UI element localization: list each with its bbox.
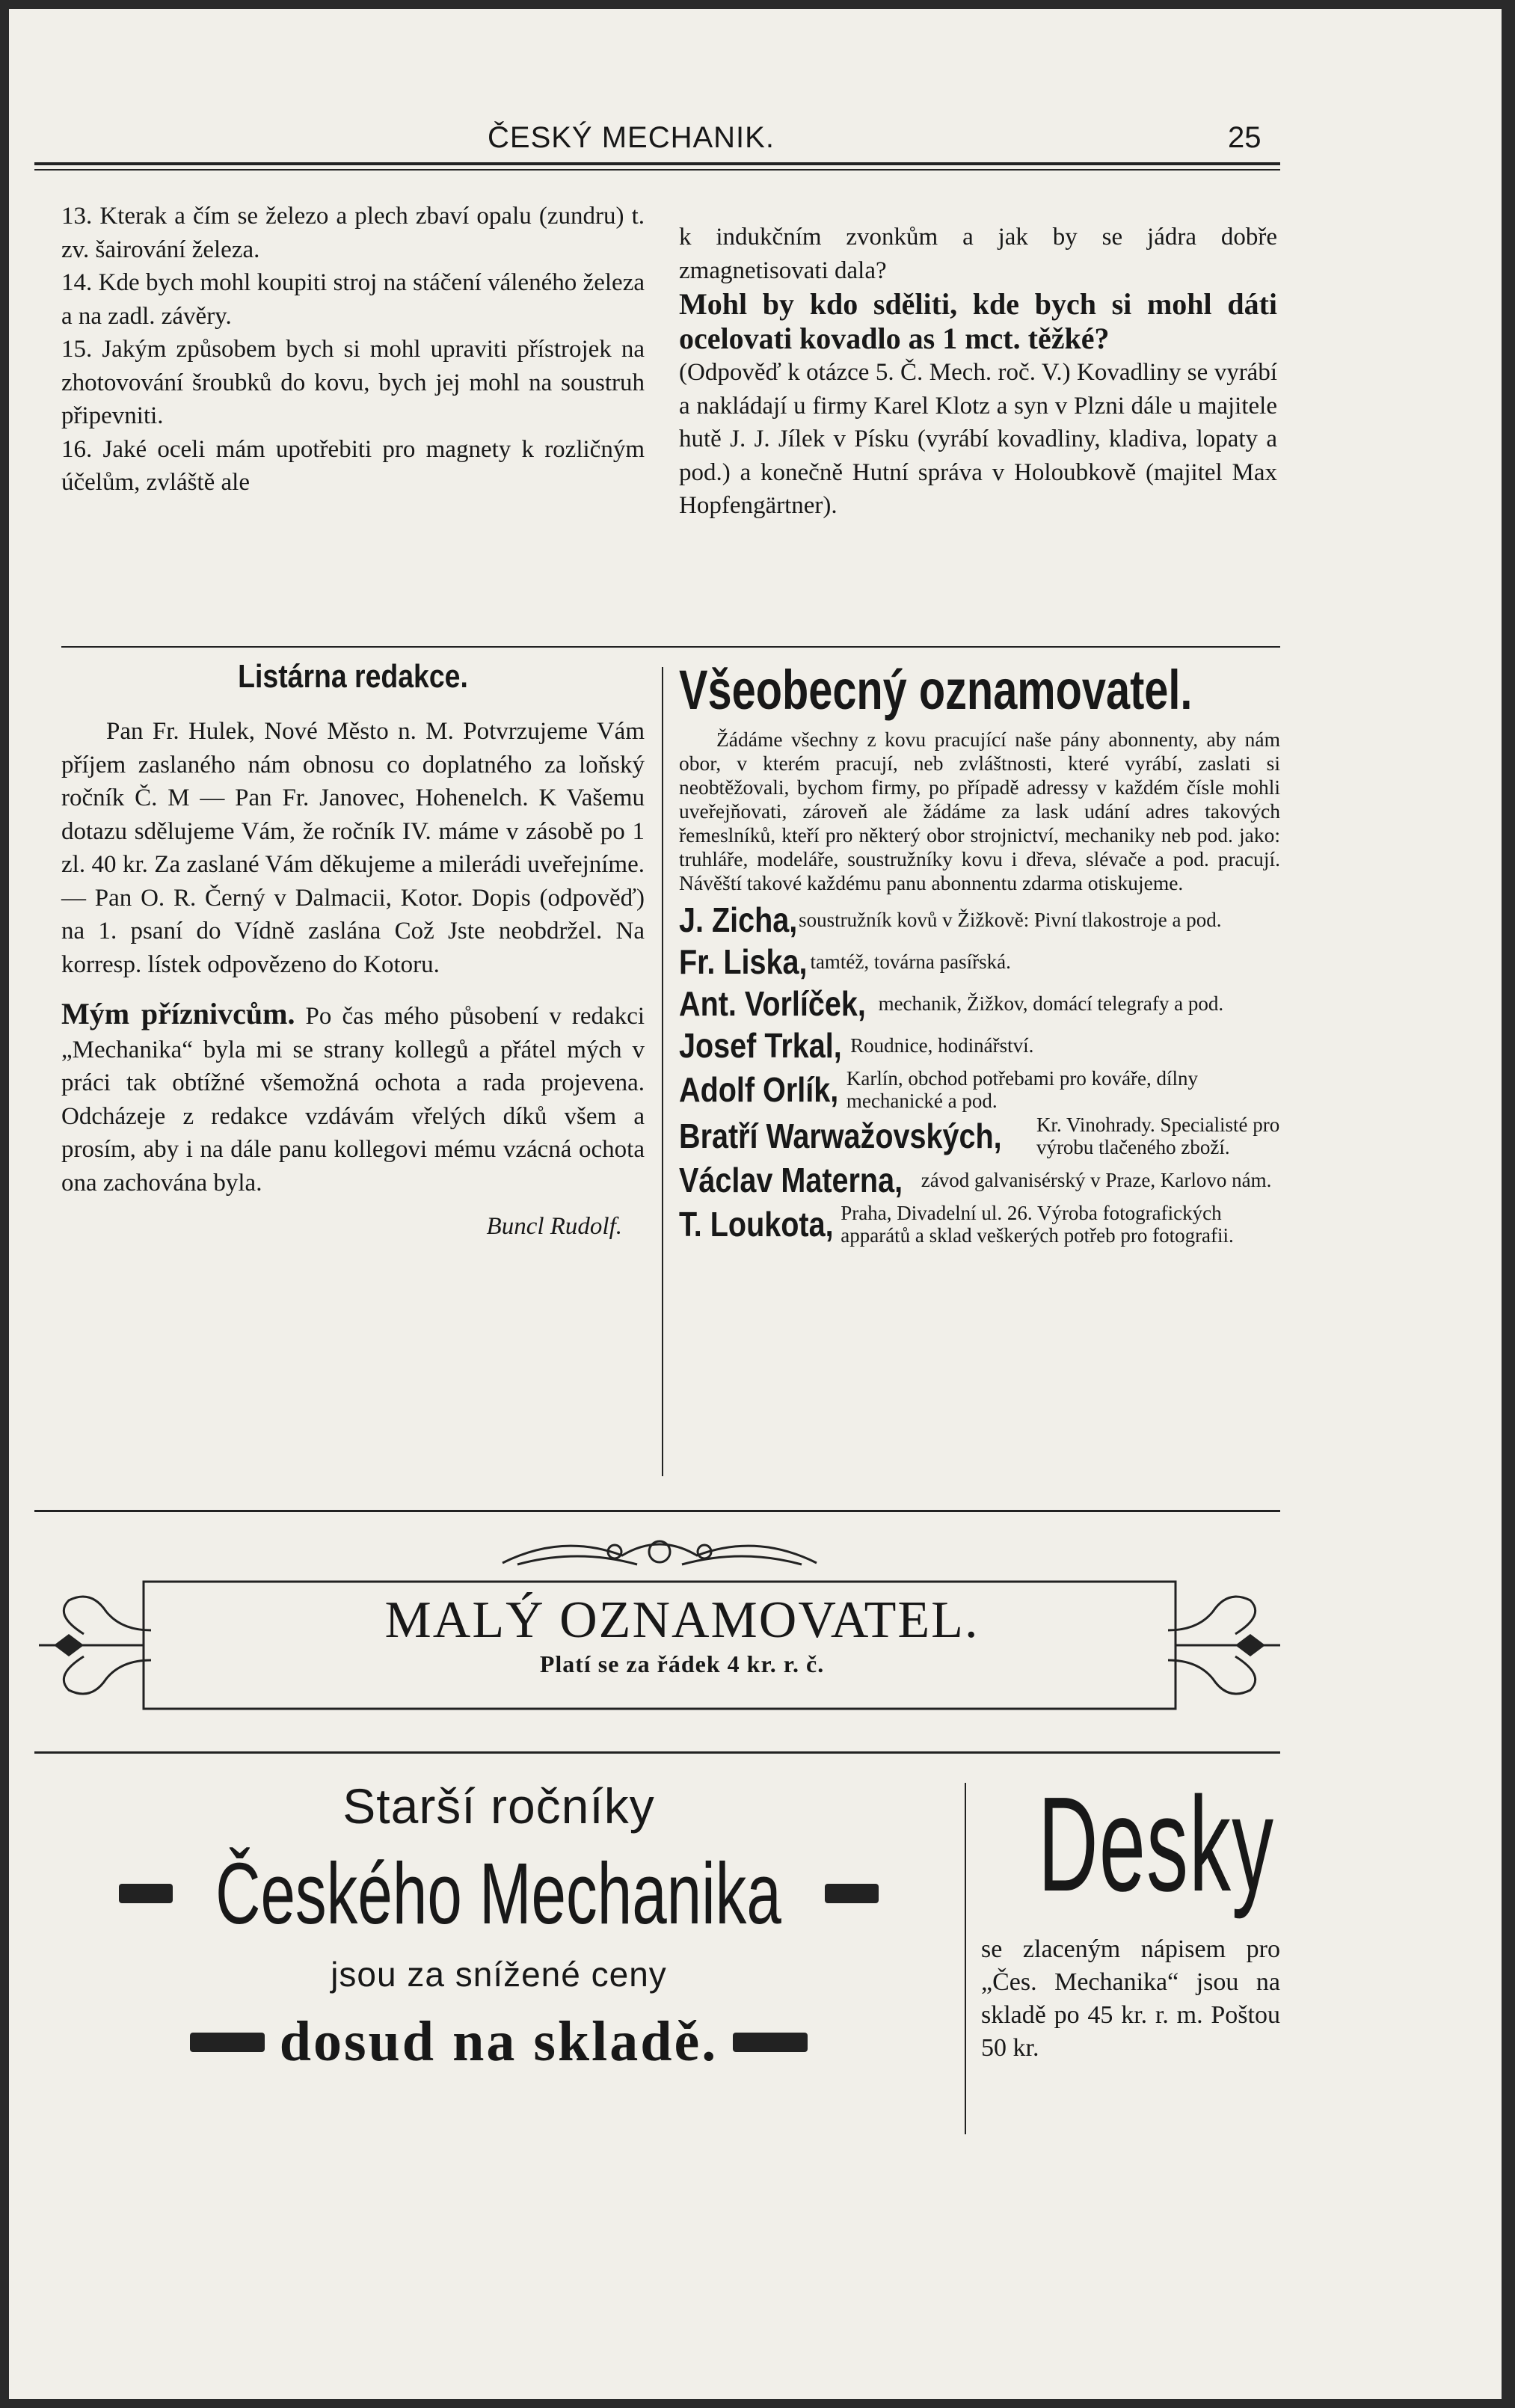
firm-list: [679, 900, 1280, 1247]
pointing-hand-icon: [733, 2033, 808, 2052]
firm-desc: mechanik, Žižkov, domácí telegrafy a pod.: [878, 992, 1224, 1015]
pointing-hand-icon: [825, 1884, 879, 1903]
ad-line-2: Českého Mechanika: [215, 1845, 782, 1942]
ad-line-4-row: [61, 2009, 936, 2074]
column-divider: [662, 667, 663, 1476]
pointing-hand-icon: [190, 2033, 265, 2052]
firm-desc: Roudnice, hodinářství.: [850, 1034, 1034, 1057]
listarna-section: [61, 658, 645, 1244]
page-title: ČESKÝ MECHANIK.: [488, 121, 775, 154]
pointing-hand-icon: [119, 1884, 173, 1903]
ad-covers-title: Desky: [1038, 1769, 1275, 1920]
firm-entry: [679, 983, 1280, 1024]
ads-top-rule: [34, 1751, 1280, 1754]
page: [9, 9, 1502, 2399]
ad-covers-text: se zlaceným nápisem pro „Čes. Mechanika“ jsou na skladě po 45 kr. r. m. Poštou 50 kr.: [981, 1935, 1280, 2062]
header-rule: [34, 162, 1280, 165]
section-rule: [61, 646, 1280, 648]
oznamovatel-intro: Žádáme všechny z kovu pracující naše pány abonnenty, aby nám obor, v kterém pracují, neb zvláštnosti, které vyrábí, zaslati si neobtěžovali, bychom firmy, po případě adressy v každém čísle mohli uveřejňovati, zároveň ale žádáme za lask udání adres takových řemeslníků, kteří pro některý obor strojnictví, mechaniky neb pod. jako: truhláře, modeláře, soustružníky kovu i dřeva, slévače a pod. pracují. Návěští takové každému panu abonnentu zdarma otiskujeme.: [679, 728, 1280, 894]
firm-desc: tamtéž, továrna pasířská.: [810, 950, 1011, 973]
firm-name: Josef Trkal,: [679, 1026, 842, 1065]
maly-title: MALÝ OZNAMOVATEL.: [384, 1591, 980, 1649]
ad-line-1: Starší ročníky: [342, 1778, 655, 1834]
questions-right-block: [679, 221, 1277, 523]
question-15: 15. Jakým způsobem bych si mohl upraviti přístrojek na zhotovování šroubků do kovu, bych jej mohl na soustruh připevniti.: [61, 336, 645, 429]
page-number: 25: [1228, 121, 1262, 154]
firm-entry: [679, 900, 1280, 940]
patrons-paragraph: [61, 998, 645, 1200]
firm-name: J. Zicha,: [679, 900, 798, 939]
firm-entry: [679, 1114, 1280, 1158]
firm-name: Adolf Orlík,: [679, 1070, 839, 1109]
firm-name: Fr. Liska,: [679, 942, 808, 981]
firm-name: Ant. Vorlíček,: [679, 984, 866, 1023]
firm-desc: Praha, Divadelní ul. 26. Výroba fotografických apparátů a sklad veškerých potřeb pro fotografii.: [841, 1202, 1234, 1247]
ad-back-issues: [61, 1778, 936, 2074]
ads-divider: [965, 1783, 966, 2134]
questions-block: [61, 200, 645, 500]
patrons-text: Po čas mého působení v redakci „Mechanika“ byla mi se strany kollegů a přátel mých v práci tak obtížné všemožná ochota a rada projevena. Odcházeje z redakce vzdávám vřelých díků všem a prosím, aby i na dále panu kollegovi mému vzácná ochota ona zachována byla.: [61, 1003, 645, 1197]
maly-subtitle: Platí se za řádek 4 kr. r. č.: [539, 1650, 825, 1677]
firm-entry: [679, 942, 1280, 982]
firm-entry: [679, 1202, 1280, 1247]
listarna-body: [61, 715, 645, 1244]
firm-name: T. Loukota,: [679, 1205, 834, 1244]
firm-desc: Kr. Vinohrady. Specialisté pro výrobu tlačeného zboží.: [1036, 1114, 1280, 1158]
firm-desc: soustružník kovů v Žižkově: Pivní tlakostroje a pod.: [799, 909, 1222, 931]
question-16: 16. Jaké oceli mám upotřebiti pro magnety k rozličným účelům, zvláště ale: [61, 435, 645, 496]
oznamovatel-section: [679, 658, 1280, 1248]
firm-name: Bratří Warwažovských,: [679, 1117, 1002, 1155]
ad-line-2-row: [61, 1843, 936, 1944]
ad-line-4: dosud na skladě.: [279, 2010, 719, 2073]
question-16-continued: k indukčním zvonkům a jak by se jádra dobře zmagnetisovati dala?: [679, 224, 1277, 284]
firm-entry: [679, 1025, 1280, 1066]
question-13: 13. Kterak a čím se železo a plech zbaví opalu (zundru) t. zv. šairování železa.: [61, 203, 645, 263]
header-rule-thin: [34, 169, 1280, 171]
firm-name: Václav Materna,: [679, 1161, 903, 1200]
anvil-answer: (Odpověď k otázce 5. Č. Mech. roč. V.) Kovadliny se vyrábí a nakládají u firmy Karel Klotz a syn v Plzni dále u majitele hutě J. J. Jílek v Písku (vyrábí kovadliny, kladiva, lopaty a pod.) a konečně Hutní správa v Holoubkově (majitel Max Hopfengärtner).: [679, 359, 1277, 519]
diamond-icon: [54, 1634, 84, 1656]
ad-line-3: jsou za snížené ceny: [331, 1955, 667, 1994]
firm-entry: [679, 1160, 1280, 1200]
question-14: 14. Kde bych mohl koupiti stroj na stáčení váleného železa a na zadl. závěry.: [61, 269, 645, 330]
listarna-heading: Listárna redakce.: [238, 658, 468, 695]
listarna-text: Pan Fr. Hulek, Nové Město n. M. Potvrzujeme Vám příjem zaslaného nám obnosu co doplatného za loňský ročník Č. M — Pan Fr. Janovec, Hohenelch. K Vašemu dotazu sdělujeme Vám, že ročník IV. máme v zásobě po 1 zl. 40 kr. Za zaslané Vám děkujeme a milerádi uveřejníme. — Pan O. R. Černý v Dalmacii, Kotor. Dopis (odpověď) na 1. psaní do Vídně zaslána Což Jste neobdržel. Na korresp. lístek odpovězeno do Kotoru.: [61, 718, 645, 978]
maly-top-rule: [34, 1510, 1280, 1512]
ad-covers: [981, 1769, 1280, 2065]
firm-desc: Karlín, obchod potřebami pro kováře, dílny mechanické a pod.: [846, 1067, 1199, 1112]
oznamovatel-heading: Všeobecný oznamovatel.: [679, 659, 1193, 721]
signature: Buncl Rudolf.: [486, 1213, 622, 1240]
firm-entry: [679, 1067, 1280, 1112]
diamond-icon: [1235, 1634, 1265, 1656]
firm-desc: závod galvanisérský v Praze, Karlovo nám.: [921, 1169, 1272, 1191]
anvil-question: Mohl by kdo sděliti, kde bych si mohl dáti ocelovati kovadlo as 1 mct. těžké?: [679, 287, 1277, 355]
patrons-lead: Mým příznivcům.: [61, 997, 295, 1031]
